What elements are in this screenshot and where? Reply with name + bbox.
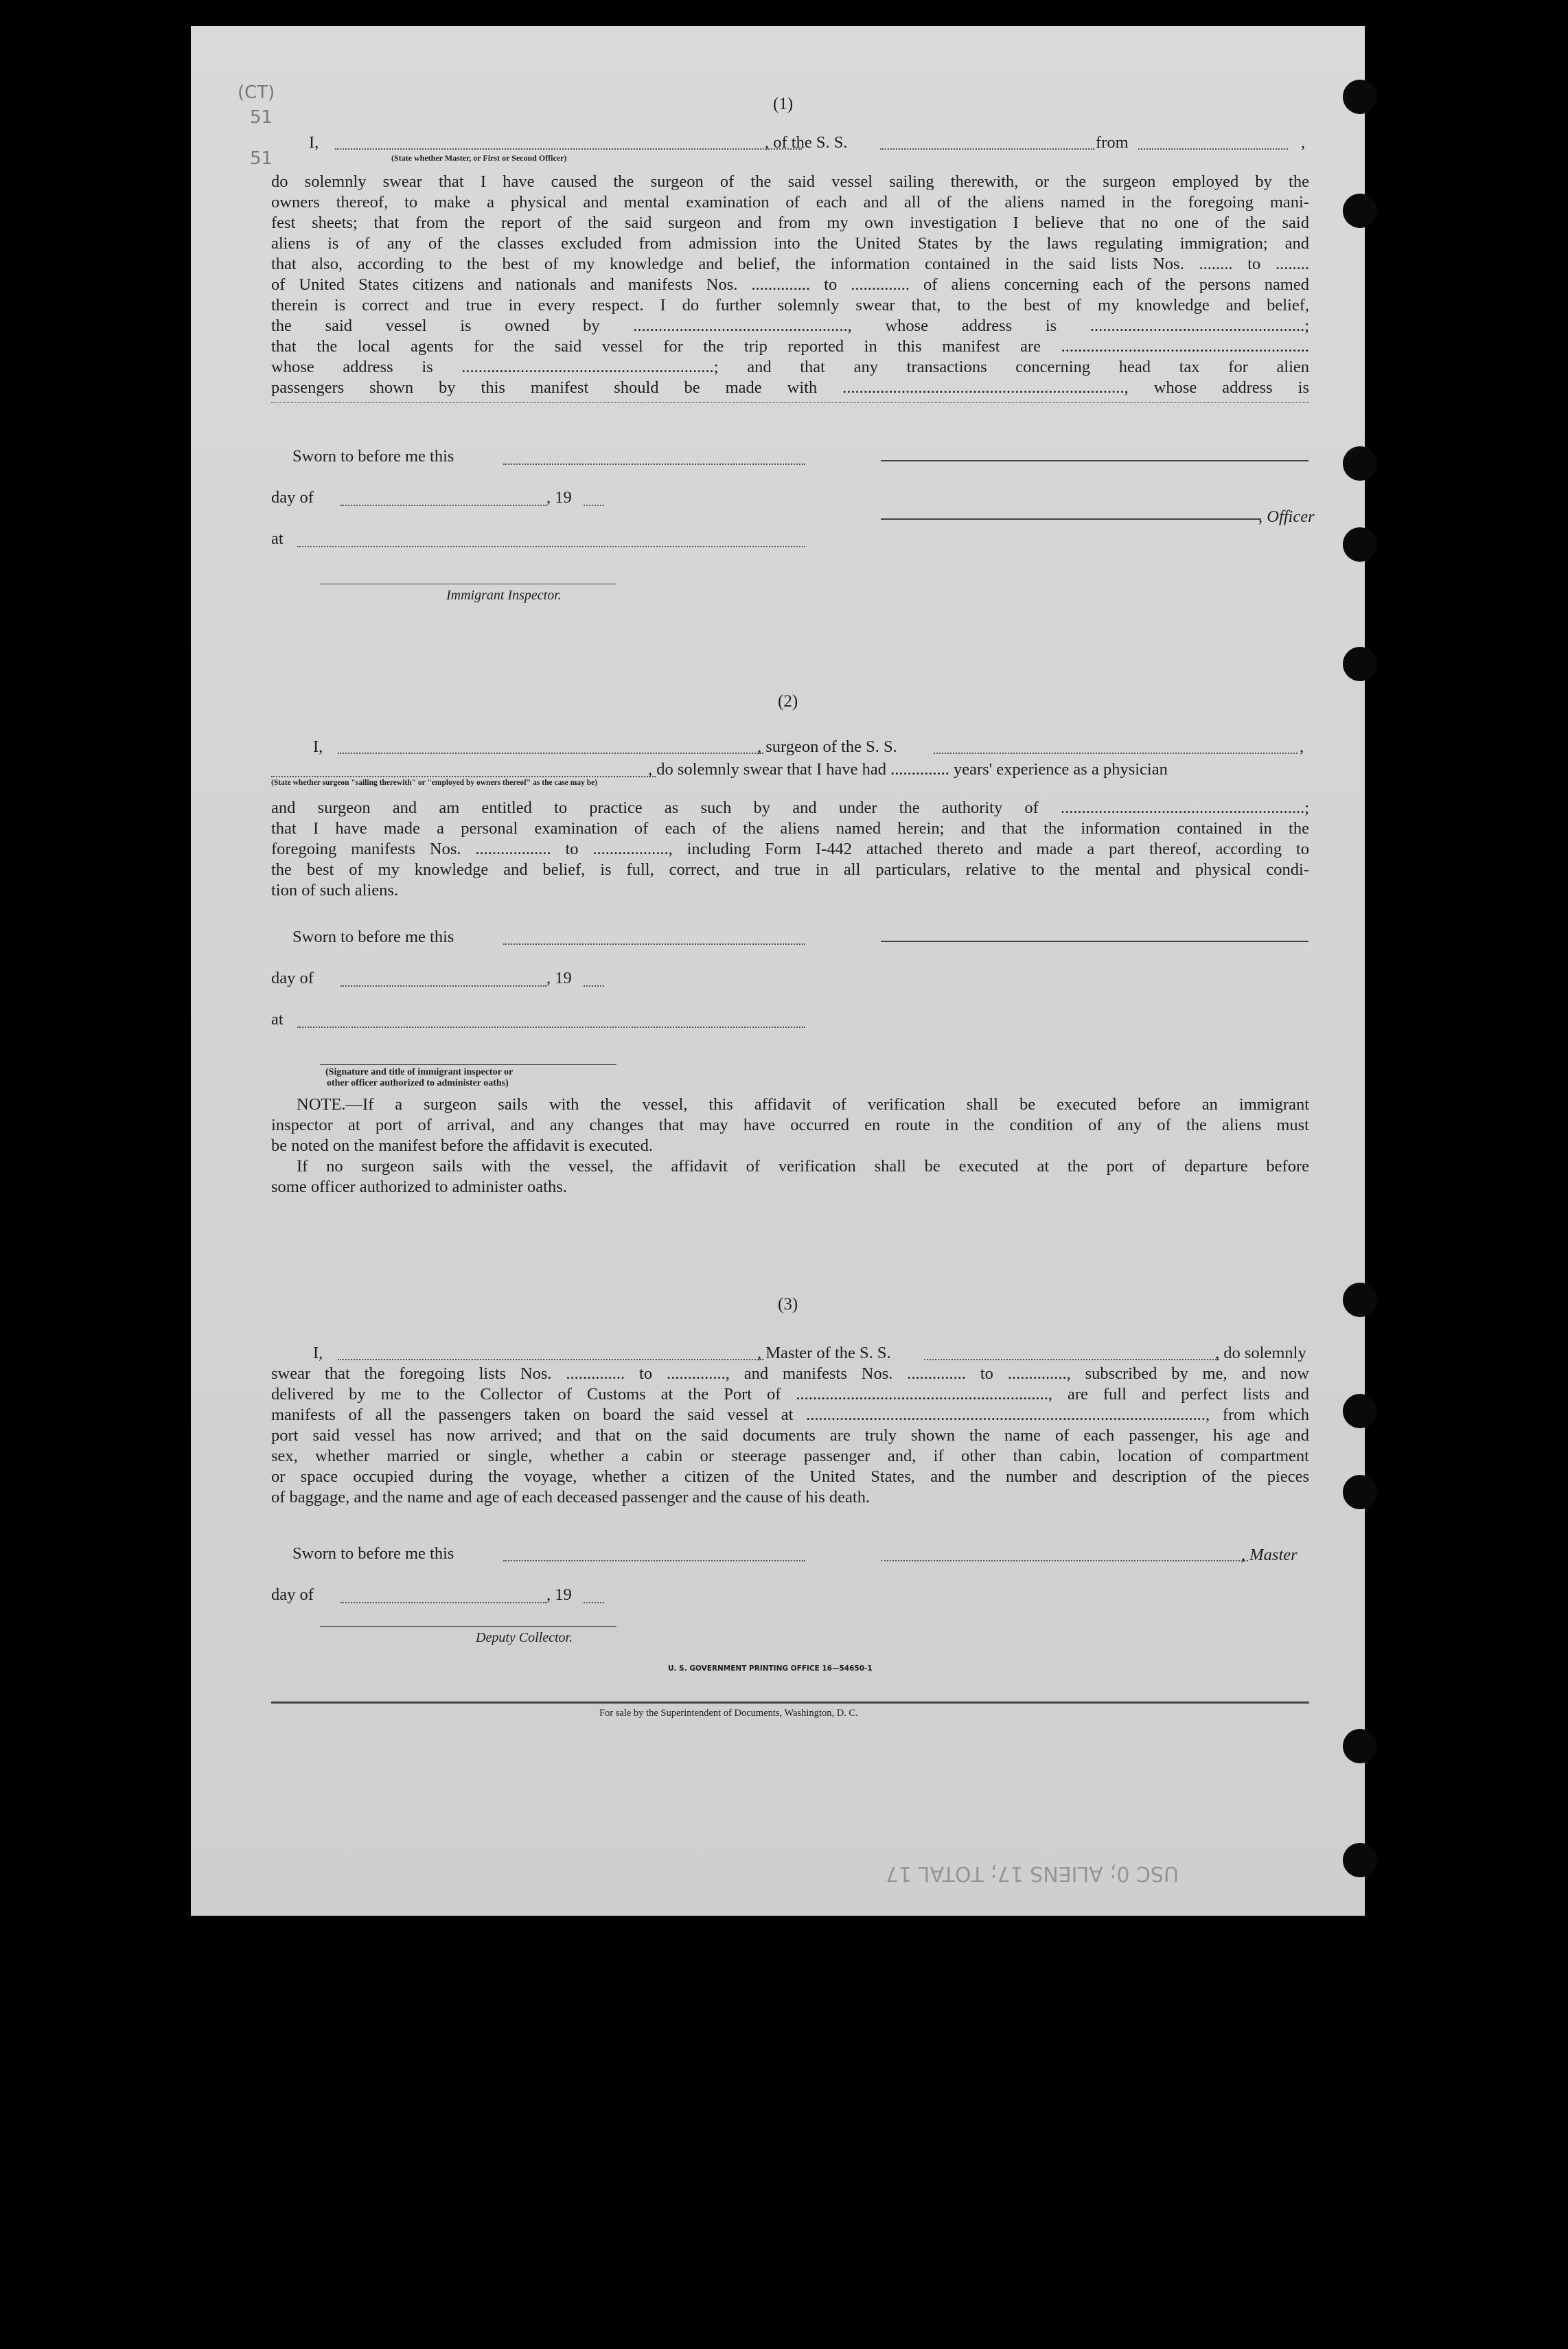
- page-code: (CT): [238, 82, 275, 103]
- s3-sworn-label: Sworn to before me this: [292, 1544, 454, 1563]
- s2-line1-comma: ,: [1300, 737, 1304, 756]
- punch-hole: [1343, 1843, 1377, 1877]
- s2-line1-surgeon: , surgeon of the S. S.: [757, 737, 897, 756]
- inspector-label: Immigrant Inspector.: [446, 588, 562, 603]
- s1-body-line: passengers shown by this manifest should be made with ..................................................................., whose address is: [271, 378, 1309, 397]
- punch-hole: [1343, 80, 1377, 114]
- s2-note-line: some officer authorized to administer oaths.: [271, 1178, 567, 1196]
- s3-year-field: [584, 1602, 604, 1603]
- s2-ship-field: [934, 753, 1298, 754]
- s3-year-label: , 19: [546, 1585, 572, 1604]
- s1-body-line: do solemnly swear that I have caused the surgeon of the said vessel sailing therewith, or the surgeon employed by the: [271, 172, 1309, 191]
- s1-whether-note: (State whether Master, or First or Second Officer): [391, 153, 567, 163]
- punch-hole: [1343, 527, 1377, 562]
- s2-body-line: the best of my knowledge and belief, is full, correct, and true in all particulars, relative to the mental and physical condi-: [271, 860, 1309, 879]
- s1-year-field: [584, 505, 604, 506]
- s3-body-line: of baggage, and the name and age of each deceased passenger and the cause of his death.: [271, 1488, 871, 1506]
- s1-body-line: that the local agents for the said vessel for the trip reported in this manifest are ...........................................................: [271, 337, 1309, 356]
- s3-master-name-field: [338, 1359, 763, 1360]
- s3-line1-swear: , do solemnly: [1215, 1344, 1306, 1362]
- s2-sworn-label: Sworn to before me this: [292, 928, 454, 946]
- punch-hole: [1343, 446, 1377, 481]
- s1-body-line: owners thereof, to make a physical and mental examination of each and all of the aliens named in the foregoing mani-: [271, 193, 1309, 211]
- s3-body-line: manifests of all the passengers taken on board the said vessel at ..............................................................................................., from which: [271, 1406, 1309, 1424]
- s2-note-line: If no surgeon sails with the vessel, the affidavit of verification shall be executed at the port of departure before: [297, 1157, 1309, 1176]
- officer-title-line: [881, 518, 1261, 520]
- s2-line1-i: I,: [313, 737, 323, 756]
- s1-line1-ship: , of the S. S.: [765, 133, 848, 152]
- s3-line1-i: I,: [313, 1344, 323, 1362]
- s1-at-label: at: [271, 529, 284, 548]
- port-from-field: [1138, 148, 1288, 150]
- surgeon-name-field: [338, 753, 763, 754]
- s2-at-label: at: [271, 1010, 284, 1029]
- punch-hole: [1343, 1394, 1377, 1428]
- s2-body-line: foregoing manifests Nos. .................. to .................., including Form I-442 attached thereto and made a part thereof, according to: [271, 840, 1309, 858]
- s2-note-line: inspector at port of arrival, and any changes that may have occurred en route in the condition of any of the aliens must: [271, 1116, 1309, 1134]
- gpo-imprint: U. S. GOVERNMENT PRINTING OFFICE 16—54650-1: [668, 1664, 873, 1673]
- officer-signature-line: [881, 460, 1308, 461]
- master-label: , Master: [1241, 1546, 1298, 1564]
- punch-hole: [1343, 1283, 1377, 1317]
- s2-day-label: day of: [271, 969, 314, 987]
- page-number-2: 51: [250, 148, 273, 169]
- s2-body-line: and surgeon and am entitled to practice as such by and under the authority of ..........................................................;: [271, 799, 1309, 817]
- footer-rule: [271, 1701, 1309, 1704]
- s1-line1-comma: ,: [1301, 133, 1306, 152]
- s3-line1-master: , Master of the S. S.: [757, 1344, 891, 1362]
- s2-note-line: be noted on the manifest before the affidavit is executed.: [271, 1136, 654, 1155]
- s2-day-field: [341, 985, 546, 987]
- s1-line1-i: I,: [309, 133, 319, 152]
- sale-notice: For sale by the Superintendent of Documents, Washington, D. C.: [599, 1708, 858, 1719]
- s3-ship-field: [924, 1359, 1219, 1360]
- s1-line1-from: from: [1096, 133, 1129, 152]
- section-1-number: (1): [773, 95, 794, 113]
- s1-body-line: the said vessel is owned by ..................................................., whose address is ...................................................;: [271, 317, 1309, 335]
- s1-body-line: that also, according to the best of my knowledge and belief, the information contained in the said lists Nos. ........ to ........: [271, 255, 1309, 273]
- s3-body-line: swear that the foregoing lists Nos. .............. to .............., and manifests Nos. .............. to .............., subscribed by me, and now: [271, 1364, 1309, 1383]
- officer-label: , Officer: [1258, 507, 1315, 526]
- s1-at-field: [297, 546, 805, 547]
- punch-hole: [1343, 194, 1377, 228]
- s3-body-line: port said vessel has now arrived; and that on the said documents are truly shown the name of each passenger, his age and: [271, 1426, 1309, 1445]
- s1-sworn-label: Sworn to before me this: [292, 447, 454, 466]
- collector-signature-line: [320, 1626, 616, 1627]
- s2-surgeon-note: (State whether surgeon "sailing therewith" or "employed by owners thereof" as the case may be): [271, 779, 598, 787]
- s1-sworn-field: [503, 463, 805, 465]
- s2-at-field: [297, 1027, 805, 1028]
- punch-hole: [1343, 1475, 1377, 1509]
- s3-day-label: day of: [271, 1585, 314, 1604]
- document-page: [191, 26, 1365, 1916]
- s1-body-line: aliens is of any of the classes excluded from admission into the United States by the laws regulating immigration; and: [271, 234, 1309, 253]
- s1-day-field: [341, 505, 546, 506]
- s2-signature-note-1: (Signature and title of immigrant inspector or: [325, 1067, 514, 1077]
- s2-signature-line: [320, 1064, 616, 1065]
- collector-label: Deputy Collector.: [476, 1630, 573, 1645]
- s2-body-line: that I have made a personal examination of each of the aliens named herein; and that the information contained in the: [271, 819, 1309, 838]
- s3-body-line: delivered by me to the Collector of Customs at the Port of ............................................................, are full and perfect lists and: [271, 1385, 1309, 1403]
- s2-year-field: [584, 985, 604, 987]
- punch-hole: [1343, 647, 1377, 681]
- s2-note-block: [271, 1095, 1309, 1198]
- master-name-field: [335, 148, 802, 150]
- surgeon-type-field: [271, 776, 656, 777]
- s2-signature-note-2: other officer authorized to administer oaths): [327, 1078, 509, 1088]
- s1-address-line: [271, 402, 1309, 403]
- s3-body: [271, 1364, 1309, 1508]
- s1-body: [271, 172, 1309, 398]
- punch-hole: [1343, 1729, 1377, 1763]
- s1-body-line: of United States citizens and nationals and manifests Nos. .............. to .............. of aliens concerning each of the persons named: [271, 275, 1309, 294]
- s1-year-label: , 19: [546, 488, 572, 507]
- s1-body-line: whose address is ............................................................; and that any transactions concerning head tax for alien: [271, 358, 1309, 376]
- bleed-through-totals: USC 0; ALIENS 17; TOTAL 17: [886, 1861, 1179, 1886]
- s2-year-label: , 19: [546, 969, 572, 987]
- s2-line2: , do solemnly swear that I have had .............. years' experience as a physician: [648, 760, 1168, 779]
- s3-body-line: sex, whether married or single, whether a cabin or steerage passenger and, if other than cabin, location of compartment: [271, 1447, 1309, 1465]
- s2-sworn-field: [503, 943, 805, 945]
- s2-body-line: tion of such aliens.: [271, 881, 399, 900]
- s2-body: [271, 798, 1309, 901]
- ship-name-field: [880, 148, 1094, 150]
- s2-note-line: NOTE.—If a surgeon sails with the vessel, this affidavit of verification shall be executed before an immigrant: [297, 1095, 1309, 1114]
- master-signature-line: [881, 1560, 1248, 1561]
- s1-body-line: fest sheets; that from the report of the said surgeon and from my own investigation I believe that no one of the said: [271, 214, 1309, 232]
- s1-body-line: therein is correct and true in every respect. I do further solemnly swear that, to the best of my knowledge and belief,: [271, 296, 1309, 314]
- s3-day-field: [341, 1602, 546, 1603]
- surgeon-signature-line: [881, 941, 1308, 942]
- s3-body-line: or space occupied during the voyage, whether a citizen of the United States, and the number and description of the pieces: [271, 1467, 1309, 1486]
- section-3-number: (3): [778, 1295, 798, 1314]
- page-number-1: 51: [250, 107, 273, 128]
- s1-day-label: day of: [271, 488, 314, 507]
- section-2-number: (2): [778, 692, 798, 711]
- s3-sworn-field: [503, 1560, 805, 1561]
